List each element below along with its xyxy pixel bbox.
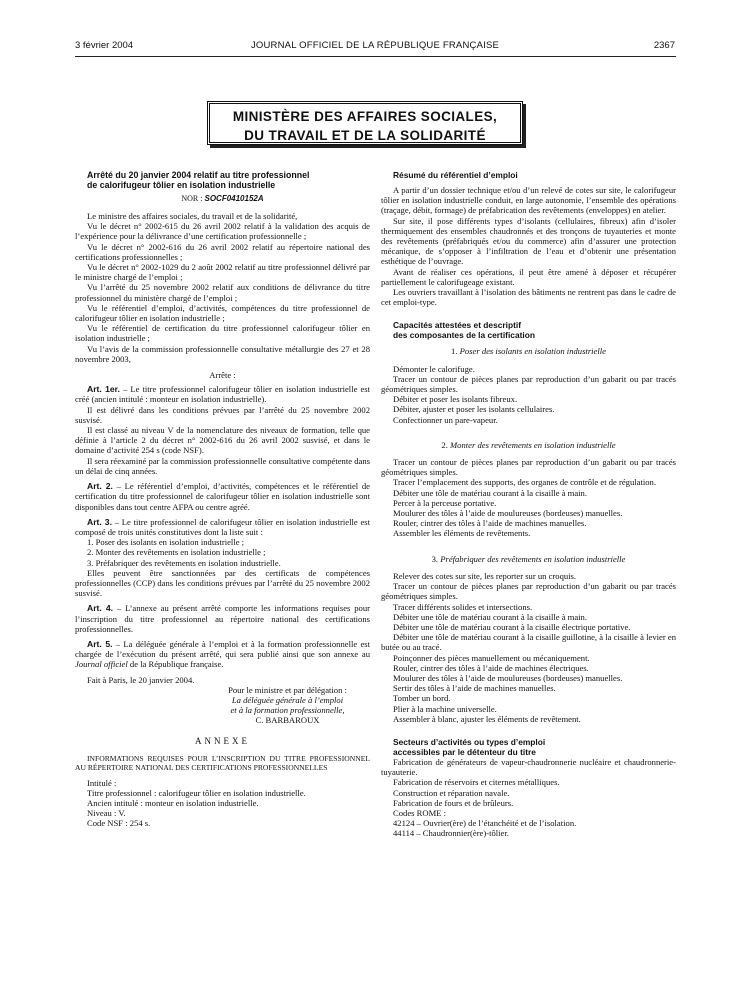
annexe-caps-title: INFORMATIONS REQUISES POUR L’INSCRIPTION DU TITRE PROFESSIONNEL AU RÉPERTOIRE NATIONAL DES CERTIFICATIONS PROFESSIONNELLES [75,753,370,773]
signature-role-1: La déléguée générale à l’emploi [231,694,344,705]
list-item: Plier à la machine universelle. [393,703,497,714]
fait-a-paris: Fait à Paris, le 20 janvier 2004. [87,674,195,685]
resume-paragraph: A partir d’un dossier technique et/ou d’un relevé de cotes sur site, le calorifugeur tôlier en isolation industrielle conduit, en large autonomie, l’ensemble des opérations (traçage, débit, formage) de préfabrication des revêtements (enveloppes) en atelier. [381,185,676,216]
sectors-title-2: accessibles par le détenteur du titre [393,746,536,757]
ministry-line-2: DU TRAVAIL ET DE LA SOLIDARITÉ [244,128,486,143]
preamble-line: Vu le décret n° 2002-1029 du 2 août 2002 relatif au titre professionnel délivré par le ministre chargé de l’emploi ; [75,262,370,283]
capacities-title-1: Capacités attestées et descriptif [393,320,522,331]
list-item: Débiter, ajuster et poser les isolants cellulaires. [393,404,555,415]
info-line: Titre professionnel : calorifugeur tôlier en isolation industrielle. [87,787,306,798]
decree-title-2: de calorifugeur tôlier en isolation industrielle [87,180,276,191]
info-line: Ancien intitulé : monteur en isolation industrielle. [87,797,259,808]
article-5-label: Art. 5. [87,638,113,649]
sectors-title-1: Secteurs d’activités ou types d’emploi [393,736,546,747]
header-journal: JOURNAL OFFICIEL DE LA RÉPUBLIQUE FRANÇAISE [250,40,500,51]
ministry-box [207,101,523,145]
section-1-title: 1. Poser des isolants en isolation industrielle [451,346,606,357]
list-item: Tomber un bord. [393,693,451,704]
list-item: Moulurer des tôles à l’aide de moulureuses (bordeuses) manuelles. [393,672,623,683]
list-item: 44114 – Chaudronnier(ère)-tôlier. [393,828,509,839]
arrete-heading: Arrête : [209,370,236,381]
signature-name: C. BARBAROUX [255,715,320,726]
resume-paragraph: Sur site, il pose différents types d’isolants (cellulaires, fibreux) afin d’isoler thermiquement des ensembles chaudronnés et des tronçons de tuyauteries et monte des revêtements (préfabriqués et/ou du commerce) afin d’assurer une protection mécanique, de s’opposer à l’infiltration de l’eau et d’obtenir une présentation esthétique de l’ouvrage. [381,215,676,267]
preamble-line: Vu le décret n° 2002-616 du 26 avril 2002 relatif au répertoire national des certifications professionnelles ; [75,241,370,262]
article-3-paragraph: Elles peuvent être sanctionnées par des certificats de compétences professionnelles (CCP) dans les conditions prévues par l’arrêté du 25 novembre 2002 susvisé. [75,567,370,599]
annexe-heading: ANNEXE [195,735,250,746]
list-item: Codes ROME : [393,807,446,818]
preamble-line: Le ministre des affaires sociales, du travail et de la solidarité, [87,211,298,222]
resume-paragraph: Avant de réaliser ces opérations, il peut être amené à déposer et récupérer partiellement le calorifugeage existant. [381,266,676,287]
list-item: Assembler à blanc, ajuster les éléments de revêtement. [393,713,581,724]
header-page-number: 2367 [653,40,675,51]
list-item: Percer à la perceuse portative. [393,497,497,508]
page-header [75,40,675,54]
article-5: Art. 5. – La déléguée générale à l’emploi et à la formation professionnelle est chargée de l’exécution du présent arrêté, qui sera publié ainsi que son annexe au Journal officiel de la République française. [75,638,370,670]
article-1-paragraph: Il sera réexaminé par la commission professionnelle consultative compétente dans un délai de cinq années. [75,455,370,476]
decree-title-1: Arrêté du 20 janvier 2004 relatif au titre professionnel [87,170,310,180]
right-column [381,170,676,839]
article-4-label: Art. 4. [87,603,114,614]
signature-role-2: et à la formation professionnelle, [230,705,345,716]
list-item: Fabrication de réservoirs et citernes métalliques. [393,777,560,788]
list-item: Fabrication de générateurs de vapeur-chaudronnerie nucléaire et chaudronnerie-tuyauterie. [381,756,676,778]
nor-code: SOCF0410152A [204,193,264,203]
preamble-line: Vu le décret n° 2002-615 du 26 avril 2002 relatif à la validation des acquis de l’expérience pour la délivrance d’une certification professionnelle ; [75,221,370,242]
article-3-label: Art. 3. [87,516,112,527]
header-date: 3 février 2004 [75,40,134,51]
list-item: Fabrication de fours et de brûleurs. [393,797,514,808]
article-1-paragraph: Il est classé au niveau V de la nomenclature des niveaux de formation, telle que définie à l’article 2 du décret n° 2002-616 du 26 avril 2002 susvisé, et dans le domaine d’activité 254 s (code NSF). [75,425,370,456]
resume-title: Résumé du référentiel d’emploi [393,170,518,180]
nor-label: NOR : [181,193,203,203]
list-item: 1. Poser des isolants en isolation industrielle ; [87,537,245,548]
preamble-line: Vu l’avis de la commission professionnelle consultative métallurgie des 27 et 28 novembre 2003, [75,343,370,364]
list-item: Tracer un contour de pièces planes par reproduction d’un gabarit ou par tracés géométriques simples. [381,373,676,395]
list-item: Moulurer des tôles à l’aide de moulureuses (bordeuses) manuelles. [393,508,623,519]
list-item: Tracer un contour de pièces planes par reproduction d’un gabarit ou par tracés géométriques simples. [381,457,676,478]
nor-reference [75,194,370,204]
list-item: Tracer un contour de pièces planes par reproduction d’un gabarit ou par tracés géométriques simples. [381,581,676,602]
section-3-title: 3. Préfabriquer des revêtements en isolation industrielle [431,553,626,564]
list-item: Confectionner un pare-vapeur. [393,414,498,425]
journal-officiel-ref: Journal officiel [75,659,128,670]
capacities-title-2: des composantes de la certification [393,330,535,341]
list-item: 42124 – Ouvrier(ère) de l’étanchéité et de l’isolation. [393,818,577,829]
resume-paragraph: Les ouvriers travaillant à l’isolation des bâtiments ne rentrent pas dans le cadre de cet emploi-type. [381,287,676,308]
article-1-label: Art. 1er. [87,384,120,395]
list-item: Débiter une tôle de matériau courant à la cisaille à main. [393,611,587,622]
info-line: Intitulé : [87,777,117,788]
section-2-title: 2. Monter des revêtements en isolation industrielle [441,439,616,450]
list-item: Rouler, cintrer des tôles à l’aide de machines manuelles. [393,518,587,529]
article-2: Art. 2. – Le référentiel d’emploi, d’activités, compétences et le référentiel de certification du titre professionnel de calorifugeur tôlier en isolation industrielle sont disponibles dans tout centre AFPA ou centre agréé. [75,481,370,512]
list-item: Construction et réparation navale. [393,787,510,798]
article-1-paragraph: Il est délivré dans les conditions prévues par l’arrêté du 25 novembre 2002 susvisé. [75,404,370,425]
list-item: Démonter le calorifuge. [393,363,475,374]
left-column [75,170,370,829]
list-item: Sertir des tôles à l’aide de machines manuelles. [393,683,556,694]
signature-for: Pour le ministre et par délégation : [228,684,347,695]
preamble-line: Vu l’arrêté du 25 novembre 2002 relatif aux conditions de délivrance du titre professionnel du ministère chargé de l’emploi ; [75,282,370,303]
list-item: 2. Monter des revêtements en isolation industrielle ; [87,547,266,558]
signature-block [205,685,370,726]
list-item: Tracer différents solides et intersections. [393,601,533,612]
article-4: Art. 4. – L’annexe au présent arrêté comporte les informations requises pour l’inscription du titre professionnel au répertoire national des certifications professionnelles. [75,603,370,634]
list-item: Assembler les éléments de revêtements. [393,528,531,539]
article-3: Art. 3. – Le titre professionnel de calorifugeur tôlier en isolation industrielle est composé de trois unités constitutives dont la liste suit : [75,516,370,537]
article-2-label: Art. 2. [87,481,113,492]
article-1: Art. 1er. – Le titre professionnel calorifugeur tôlier en isolation industrielle est créé (ancien intitulé : monteur en isolation industrielle). [75,384,370,405]
list-item: Débiter une tôle de matériau courant à la cisaille à main. [393,487,587,498]
list-item: Relever des cotes sur site, les reporter sur un croquis. [393,570,577,581]
ministry-line-1: MINISTÈRE DES AFFAIRES SOCIALES, [232,109,498,124]
list-item: Poinçonner des pièces manuellement ou mécaniquement. [393,652,590,663]
list-item: Débiter une tôle de matériau courant à la cisaille guillotine, à la cisaille à levier en butée ou au tracé. [381,632,676,653]
preamble-line: Vu le référentiel d’emploi, d’activités, compétences du titre professionnel de calorifugeur tôlier en isolation industrielle ; [75,302,370,324]
info-line: Niveau : V. [87,808,126,819]
list-item: Tracer l’emplacement des supports, des organes de contrôle et de régulation. [393,477,656,488]
list-item: Rouler, cintrer des tôles à l’aide de machines électriques. [393,662,589,673]
list-item: 3. Préfabriquer des revêtements en isolation industrielle. [87,557,281,568]
info-line: Code NSF : 254 s. [87,818,151,829]
preamble-line: Vu le référentiel de certification du titre professionnel calorifugeur tôlier en isolation industrielle ; [75,323,370,344]
list-item: Débiter une tôle de matériau courant à la cisaille électrique portative. [393,621,631,632]
header-rule [75,56,676,57]
list-item: Débiter et poser les isolants fibreux. [393,394,518,405]
